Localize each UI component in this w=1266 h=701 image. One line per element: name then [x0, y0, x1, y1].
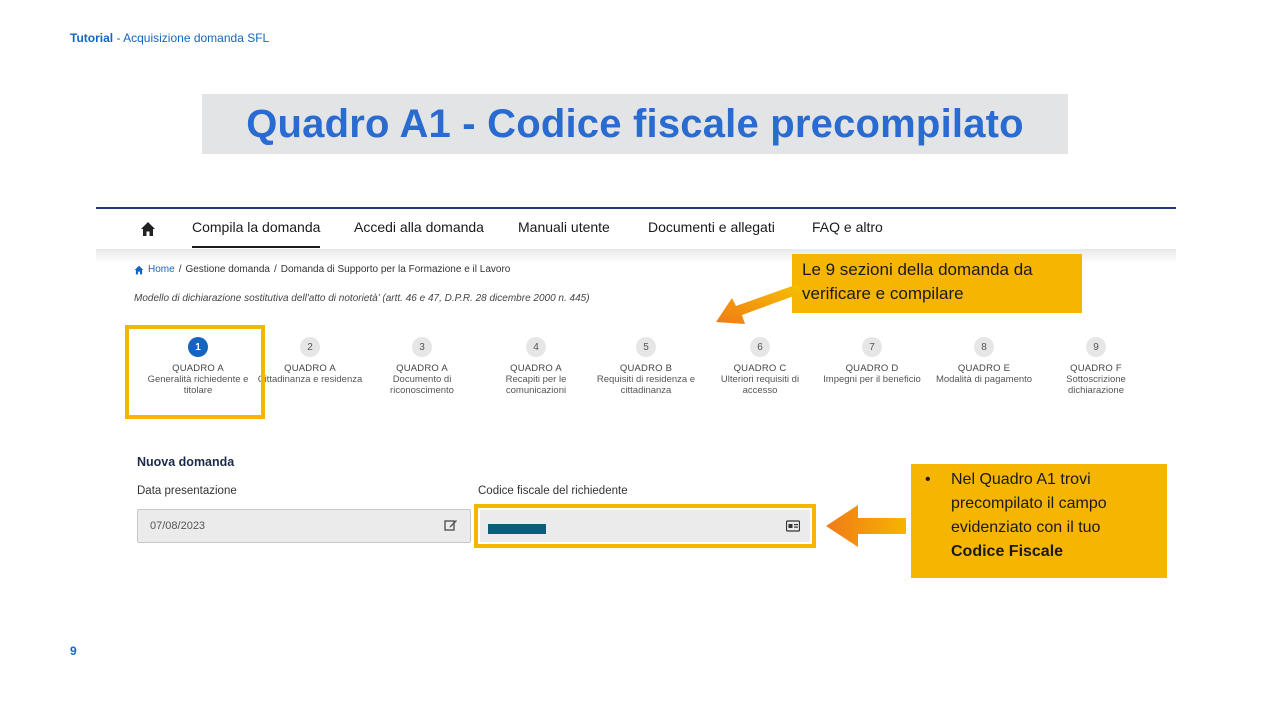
step-3[interactable]: [365, 325, 479, 396]
step-desc: Cittadinanza e residenza: [257, 374, 363, 385]
id-card-icon: [786, 520, 800, 532]
step-title: QUADRO E: [957, 363, 1011, 374]
step-7[interactable]: [815, 325, 929, 385]
step-title: QUADRO C: [733, 363, 787, 374]
form-subtitle: Modello di dichiarazione sostitutiva dell'atto di notorietà' (artt. 46 e 47, D.P.R. 28 dicembre 2000 n. 445): [134, 293, 590, 304]
breadcrumb-home-label: Home: [148, 264, 175, 275]
step-desc: Ulteriori requisiti di accesso: [720, 374, 800, 396]
tutorial-label: Tutorial: [70, 31, 114, 45]
step-desc: Sottoscrizione dichiarazione: [1066, 374, 1126, 396]
step-desc: Requisiti di residenza e cittadinanza: [596, 374, 696, 396]
step-desc: Recapiti per le comunicazioni: [505, 374, 567, 396]
step-title: QUADRO A: [510, 363, 562, 374]
step-desc: Modalità di pagamento: [935, 374, 1033, 385]
tutorial-caption: [70, 31, 269, 45]
breadcrumb-separator: /: [273, 264, 277, 275]
home-icon: [134, 265, 144, 275]
step-title: QUADRO A: [172, 363, 224, 374]
breadcrumb: [134, 264, 510, 275]
step-title: QUADRO A: [284, 363, 336, 374]
edit-icon[interactable]: [444, 518, 458, 532]
step-number: 2: [300, 337, 320, 357]
step-number: 3: [412, 337, 432, 357]
callout-sections: Le 9 sezioni della domanda da verificare e compilare: [792, 254, 1082, 313]
nav-item-manuali[interactable]: Manuali utente: [518, 219, 610, 235]
stepper: [126, 325, 1166, 415]
slide-title-box: [202, 94, 1068, 154]
step-desc: Generalità richiedente e titolare: [147, 374, 249, 396]
callout-codice-fiscale: [911, 464, 1167, 578]
breadcrumb-item-current: Domanda di Supporto per la Formazione e il Lavoro: [280, 264, 511, 275]
codice-fiscale-input[interactable]: [480, 510, 810, 542]
step-9[interactable]: [1039, 325, 1153, 396]
nav-item-compila[interactable]: Compila la domanda: [192, 219, 321, 235]
step-2[interactable]: [253, 325, 367, 385]
step-title: QUADRO A: [396, 363, 448, 374]
cf-label: Codice fiscale del richiedente: [478, 485, 628, 497]
step-number: 4: [526, 337, 546, 357]
breadcrumb-item-gestione[interactable]: Gestione domanda: [185, 264, 270, 275]
codice-fiscale-field[interactable]: [474, 504, 816, 548]
step-title: QUADRO D: [845, 363, 899, 374]
page-number: 9: [70, 644, 77, 658]
step-number: 9: [1086, 337, 1106, 357]
slide-title: Quadro A1 - Codice fiscale precompilato: [246, 101, 1024, 146]
section-title: Nuova domanda: [137, 455, 235, 469]
date-value: 07/08/2023: [150, 520, 206, 532]
step-4[interactable]: [479, 325, 593, 396]
step-5[interactable]: [589, 325, 703, 396]
date-field[interactable]: [137, 509, 471, 543]
step-6[interactable]: [703, 325, 817, 396]
step-number: 7: [862, 337, 882, 357]
breadcrumb-separator: /: [178, 264, 182, 275]
step-desc: Documento di riconoscimento: [390, 374, 454, 396]
tutorial-subtitle: - Acquisizione domanda SFL: [116, 31, 270, 45]
arrow-icon: [822, 503, 906, 549]
step-number: 6: [750, 337, 770, 357]
nav-item-faq[interactable]: FAQ e altro: [812, 219, 883, 235]
nav-item-documenti[interactable]: Documenti e allegati: [648, 219, 775, 235]
breadcrumb-home[interactable]: [134, 264, 175, 275]
step-desc: Impegni per il beneficio: [823, 374, 921, 385]
step-number: 1: [188, 337, 208, 357]
step-title: QUADRO F: [1070, 363, 1122, 374]
step-highlight-frame: [125, 325, 265, 419]
step-number: 8: [974, 337, 994, 357]
redacted-value: [488, 524, 546, 534]
home-icon[interactable]: [140, 221, 156, 237]
main-nav: [96, 209, 1176, 253]
nav-item-accedi[interactable]: Accedi alla domanda: [354, 219, 484, 235]
callout-cf-text: Nel Quadro A1 trovi precompilato il campo evidenziato con il tuo: [951, 471, 1107, 536]
step-title: QUADRO B: [619, 363, 673, 374]
step-8[interactable]: [927, 325, 1041, 385]
step-number: 5: [636, 337, 656, 357]
callout-cf-bold: Codice Fiscale: [951, 543, 1064, 560]
arrow-icon: [708, 280, 802, 328]
nav-active-indicator: [192, 246, 320, 248]
date-label: Data presentazione: [137, 485, 237, 497]
bullet: •: [925, 471, 931, 488]
